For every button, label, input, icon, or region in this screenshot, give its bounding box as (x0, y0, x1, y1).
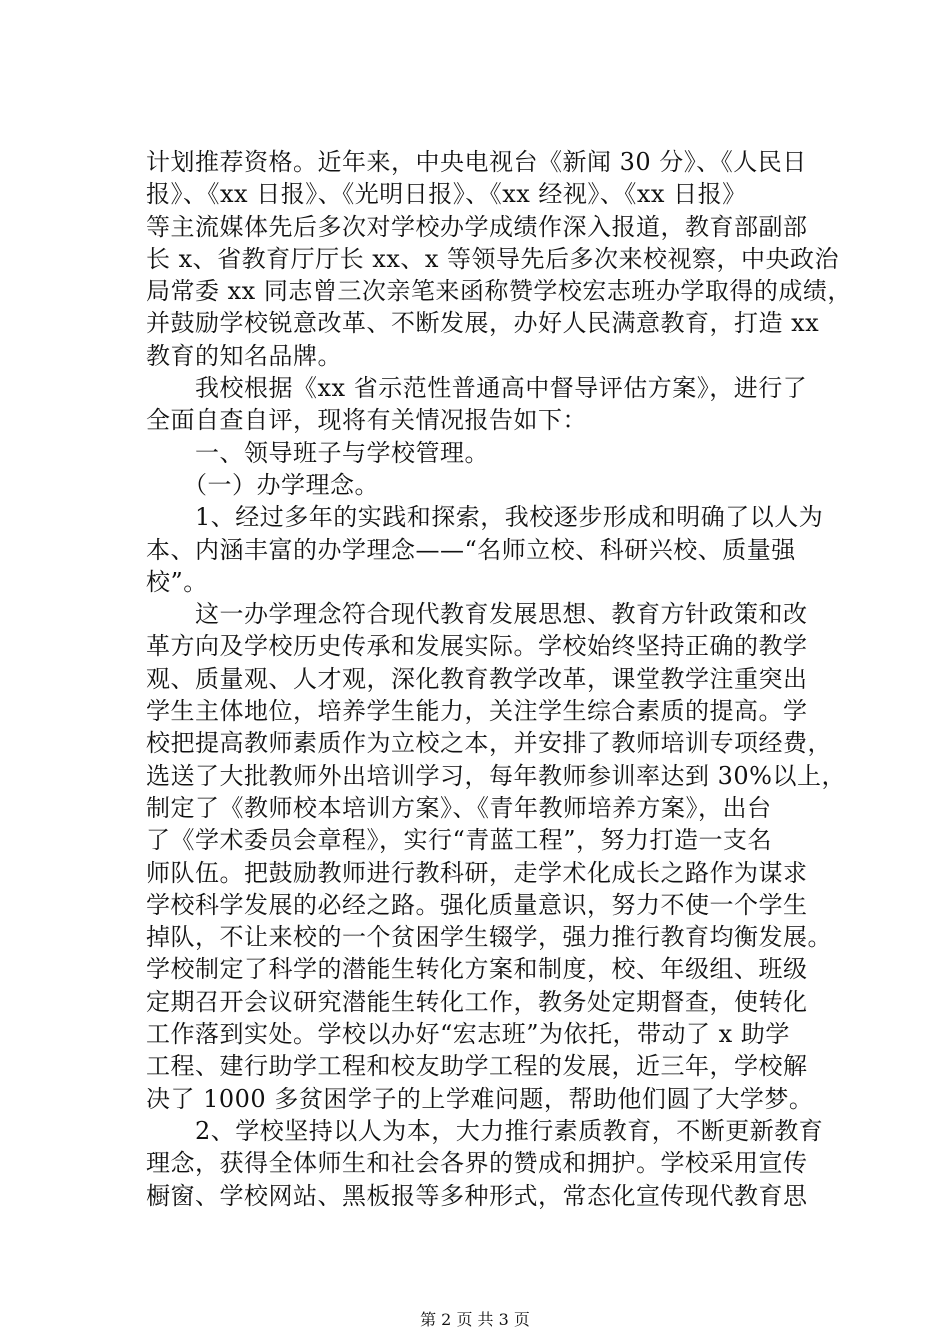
text-line: 定期召开会议研究潜能生转化工作，教务处定期督查，使转化 (146, 987, 808, 1016)
text-line: 本、内涵丰富的办学理念——“名师立校、科研兴校、质量强 (146, 535, 796, 564)
text-line: 这一办学理念符合现代教育发展思想、教育方针政策和改 (146, 600, 808, 629)
text-line: 了《学术委员会章程》，实行“青蓝工程”，努力打造一支名 (146, 826, 773, 855)
document-body (146, 146, 852, 1212)
text-line: 理念，获得全体师生和社会各界的赞成和拥护。学校采用宣传 (146, 1149, 808, 1178)
text-line: 革方向及学校历史传承和发展实际。学校始终坚持正确的教学 (146, 632, 808, 661)
text-line: 师队伍。把鼓励教师进行教科研，走学术化成长之路作为谋求 (146, 858, 808, 887)
text-line: 橱窗、学校网站、黑板报等多种形式，常态化宣传现代教育思 (146, 1181, 808, 1210)
text-line: 掉队，不让来校的一个贫困学生辍学，强力推行教育均衡发展。 (146, 923, 832, 952)
text-line: 校把提高教师素质作为立校之本，并安排了教师培训专项经费， (146, 729, 832, 758)
text-line: 工程、建行助学工程和校友助学工程的发展，近三年，学校解 (146, 1052, 808, 1081)
page-number-footer: 第 2 页 共 3 页 (420, 1310, 530, 1329)
text-line: 局常委 xx 同志曾三次亲笔来函称赞学校宏志班办学取得的成绩， (146, 277, 852, 306)
text-line: 我校根据《xx 省示范性普通高中督导评估方案》，进行了 (146, 374, 808, 403)
text-line: 学生主体地位，培养学生能力，关注学生综合素质的提高。学 (146, 697, 808, 726)
text-line: 长 x、省教育厅厅长 xx、x 等领导先后多次来校视察，中央政治 (146, 244, 840, 273)
text-line: 教育的知名品牌。 (146, 341, 342, 370)
text-line: 学校科学发展的必经之路。强化质量意识，努力不使一个学生 (146, 890, 808, 919)
text-line: 选送了大批教师外出培训学习，每年教师参训率达到 30%以上， (146, 761, 846, 790)
text-line: 1、经过多年的实践和探索，我校逐步形成和明确了以人为 (146, 503, 824, 532)
text-line: 工作落到实处。学校以办好“宏志班”为依托，带动了 x 助学 (146, 1020, 790, 1049)
text-line: 观、质量观、人才观，深化教育教学改革，课堂教学注重突出 (146, 664, 808, 693)
text-line: 校”。 (146, 567, 208, 596)
text-line: 并鼓励学校锐意改革、不断发展，办好人民满意教育，打造 xx (146, 309, 820, 338)
text-line: 制定了《教师校本培训方案》、《青年教师培养方案》，出台 (146, 793, 772, 822)
text-line: 报》、《xx 日报》、《光明日报》、《xx 经视》、《xx 日报》 (146, 180, 747, 209)
text-line: 决了 1000 多贫困学子的上学难问题，帮助他们圆了大学梦。 (146, 1084, 814, 1113)
text-line: 学校制定了科学的潜能生转化方案和制度，校、年级组、班级 (146, 955, 808, 984)
section-heading: 一、领导班子与学校管理。 (146, 438, 489, 467)
text-line: 2、学校坚持以人为本，大力推行素质教育，不断更新教育 (146, 1116, 824, 1145)
text-line: 计划推荐资格。近年来，中央电视台《新闻 30 分》、《人民日 (146, 148, 807, 176)
text-line: 等主流媒体先后多次对学校办学成绩作深入报道，教育部副部 (146, 212, 808, 241)
subsection-heading: （一）办学理念。 (146, 470, 379, 499)
text-line: 全面自查自评，现将有关情况报告如下： (146, 406, 587, 435)
